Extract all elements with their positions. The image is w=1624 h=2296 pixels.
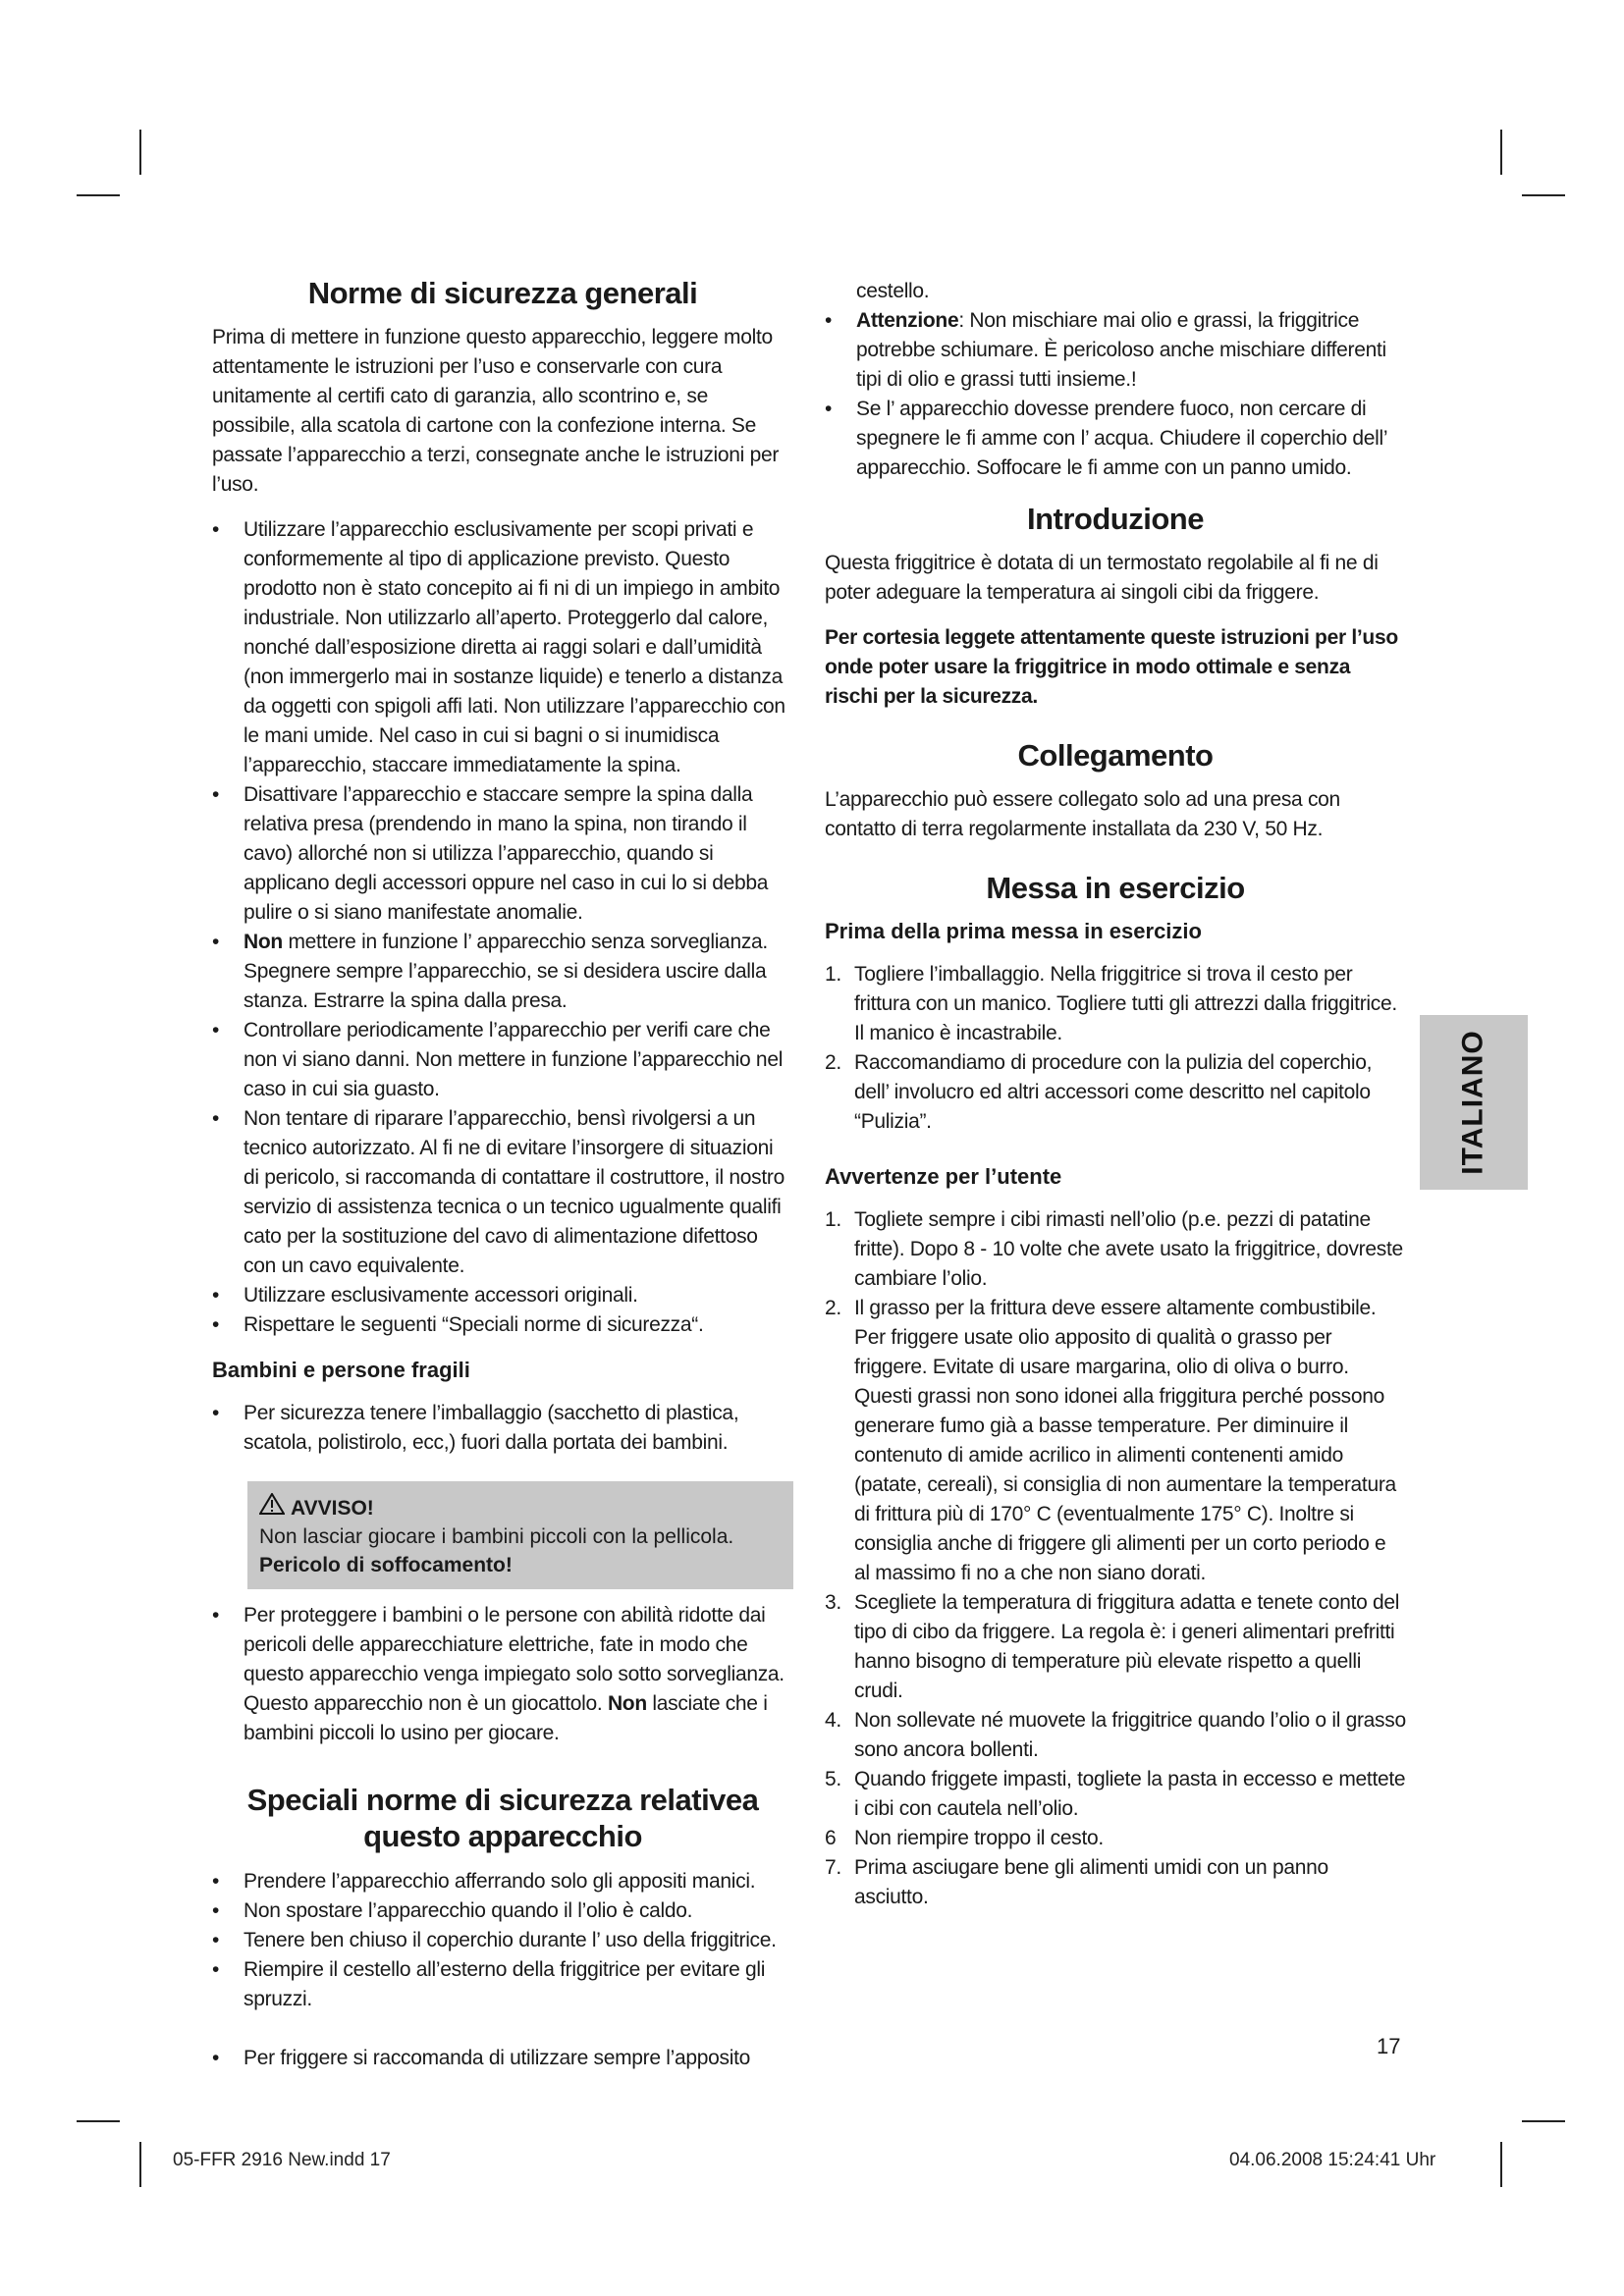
list-item: 1. Togliete sempre i cibi rimasti nell’olio (p.e. pezzi di patatine fritte). Dopo 8 - 10 volte che avete usato la friggitrice, dovreste cambiare l’olio. — [825, 1207, 1403, 1290]
list-item: • Disattivare l’apparecchio e staccare sempre la spina dalla relativa presa (prendendo in mano la spina, non tirando il cavo) allorché non si utilizza l’apparecchio, quando si applicano degli accessori oppure nel caso in cui lo si debba pulire o si siano manifestate anomalie. — [212, 783, 769, 925]
list-item: 5. Quando friggete impasti, togliete la pasta in eccesso e mettete i cibi con cautela nell’olio. — [825, 1767, 1406, 1820]
special-safety-list — [212, 1867, 793, 2073]
warning-box — [247, 1481, 793, 1589]
list-item: 2. Raccomandiamo di procedure con la pulizia del coperchio, dell’ involucro ed altri accessori come descritto nel capitolo “Pulizia”. — [825, 1050, 1373, 1133]
children-list-2 — [212, 1601, 793, 1748]
section-title-start: Messa in esercizio — [986, 871, 1245, 906]
list-item: 3. Scegliete la temperatura di friggitura adatta e tenete conto del tipo di cibo da friggere. La regola è: i generi alimentari prefritti hanno bisogno di temperature più elevate rispetto a quelli crudi. — [825, 1590, 1400, 1702]
subheading-children: Bambini e persone fragili — [212, 1358, 470, 1383]
list-item: • Utilizzare esclusivamente accessori originali. — [212, 1284, 638, 1308]
warning-header: AVVISO! — [259, 1493, 782, 1522]
warning-bold: Pericolo di soffocamento! — [259, 1554, 513, 1577]
crop-mark — [1500, 130, 1502, 175]
children-list — [212, 1399, 793, 1458]
warning-triangle-icon — [259, 1493, 285, 1522]
crop-mark — [77, 2120, 120, 2122]
list-item: • Non tentare di riparare l’apparecchio, bensì rivolgersi a un tecnico autorizzato. Al fi ne di evitare l’insorgere di situazioni di pericolo, si raccomanda di contattare il costruttore, il nostro servizio di assistenza tecnica o un tecnico ugualmente qualifi cato per la sostituzione del cavo di alimentazione difettoso con un cavo equivalente. — [212, 1107, 785, 1278]
crop-mark — [139, 130, 141, 175]
list-item: • Per proteggere i bambini o le persone con abilità ridotte dai pericoli delle apparecchiature elettriche, fate in modo che questo apparecchio venga impiegato solo sotto sorveglianza. Questo apparecchio non è un giocattolo. Non lasciate che i bambini piccoli lo usino per giocare. — [212, 1604, 785, 1745]
connection-text: L’apparecchio può essere collegato solo ad una presa con contatto di terra regolarmente installata da 230 V, 50 Hz. — [825, 788, 1340, 841]
section-title-general-safety: Norme di sicurezza generali — [307, 276, 698, 310]
footer-file-info: 05-FFR 2916 New.indd 17 — [173, 2150, 391, 2170]
intro-paragraph: Prima di mettere in funzione questo apparecchio, leggere molto attentamente le istruzioni per l’uso e conservarle con cura unitamente al certifi cato di garanzia, allo scontrino e, se possibile, alla scatola di cartone con la confezione interna. Se passate l’apparecchio a terzi, consegnate anche le istruzioni per l’uso. — [212, 326, 780, 497]
list-item: • Per friggere si raccomanda di utilizzare sempre l’apposito — [212, 2046, 751, 2069]
right-column — [825, 277, 1406, 1920]
section-title-connection: Collegamento — [1017, 738, 1214, 774]
list-item: 7. Prima asciugare bene gli alimenti umidi con un panno asciutto. — [825, 1855, 1328, 1908]
crop-mark — [139, 2142, 141, 2187]
footer-timestamp: 04.06.2008 15:24:41 Uhr — [1229, 2150, 1436, 2170]
subheading-first-use: Prima della prima messa in esercizio — [825, 918, 1202, 943]
first-use-list — [825, 960, 1406, 1137]
list-item: • Non spostare l’apparecchio quando il l’olio è caldo. — [212, 1898, 693, 1922]
crop-mark — [77, 194, 120, 196]
list-item: • Utilizzare l’apparecchio esclusivamente per scopi privati e conformemente al tipo di applicazione previsto. Questo prodotto non è stato concepito ai fi ni di un impiego in ambito industriale. Non utilizzarlo all’aperto. Proteggerlo dal calore, nonché dall’esposizione diretta ai raggi solari e dall’umidità (non immergerlo mai in sostanze liquide) e tenerlo a distanza da oggetti con spigoli affi lati. Non utilizzare l’apparecchio con le mani umide. Nel caso in cui si bagni o si inumidisca l’apparecchio, staccare immediatamente la spina. — [212, 518, 785, 777]
language-tab-label: ITALIANO — [1457, 1030, 1489, 1175]
list-item: • Riempire il cestello all’esterno della friggitrice per evitare gli spruzzi. — [212, 1957, 766, 2010]
list-item: 4. Non sollevate né muovete la friggitrice quando l’olio o il grasso sono ancora bollenti. — [825, 1708, 1406, 1761]
list-item: 2. Il grasso per la frittura deve essere altamente combustibile. Per friggere usate olio apposito di qualità o grasso per friggere. Evitate di usare margarina, olio di oliva o burro. Questi grassi non sono idonei alla friggitura perché possono generare fumo già a basse temperature. Per diminuire il contenuto di amide acrilico in alimenti contenenti amido (patate, cereali), si consiglia di non aumentare la temperatura di frittura più di 170° C (eventualmente 175° C). Inoltre si consiglia anche di friggere gli alimenti per un corto periodo e al massimo fi no a che non siano dorati. — [825, 1296, 1396, 1584]
list-item: cestello. — [856, 280, 930, 302]
list-item: • Per sicurezza tenere l’imballaggio (sacchetto di plastica, scatola, polistirolo, ecc,) fuori dalla portata dei bambini. — [212, 1402, 739, 1455]
list-item: • Attenzione: Non mischiare mai olio e grassi, la friggitrice potrebbe schiumare. È pericoloso anche mischiare differenti tipi di olio e grassi tutti insieme.! — [825, 309, 1386, 391]
intro-bold-text: Per cortesia leggete attentamente queste istruzioni per l’uso onde poter usare la friggitrice in modo ottimale e senza rischi per la sicurezza. — [825, 626, 1398, 709]
crop-mark — [1522, 2120, 1565, 2122]
crop-mark — [1522, 194, 1565, 196]
list-item: • Se l’ apparecchio dovesse prendere fuoco, non cercare di spegnere le fi amme con l’ acqua. Chiudere il coperchio dell’ apparecchio. Soffocare le fi amme con un panno umido. — [825, 398, 1387, 479]
page-number: 17 — [1377, 2034, 1401, 2058]
language-tab — [1420, 1015, 1528, 1190]
crop-mark — [1500, 2142, 1502, 2187]
left-column — [212, 275, 793, 2081]
user-notes-list — [825, 1205, 1406, 1912]
subheading-user-notes: Avvertenze per l’utente — [825, 1163, 1062, 1189]
intro-text: Questa friggitrice è dotata di un termostato regolabile al fi ne di poter adeguare la temperatura ai singoli cibi da friggere. — [825, 552, 1379, 605]
list-item: • Rispettare le seguenti “Speciali norme di sicurezza“. — [212, 1313, 704, 1337]
list-item: • Non mettere in funzione l’ apparecchio senza sorveglianza. Spegnere sempre l’apparecchio, se si desidera uscire dalla stanza. Estrarre la spina dalla presa. — [212, 931, 768, 1013]
list-item: • Controllare periodicamente l’apparecchio per verifi care che non vi siano danni. Non mettere in funzione l’apparecchio nel caso in cui sia guasto. — [212, 1019, 784, 1101]
general-safety-list — [212, 515, 793, 1340]
section-title-intro: Introduzione — [1027, 502, 1204, 536]
list-item: • Tenere ben chiuso il coperchio durante l’ uso della friggitrice. — [212, 1928, 777, 1951]
special-safety-list-cont — [825, 277, 1406, 483]
list-item: • Prendere l’apparecchio afferrando solo gli appositi manici. — [212, 1869, 756, 1893]
section-title-special-safety: Speciali norme di sicurezza relativea questo apparecchio — [246, 1783, 759, 1854]
list-item: 6 Non riempire troppo il cesto. — [825, 1826, 1104, 1849]
warning-text: Non lasciar giocare i bambini piccoli con la pellicola. — [259, 1525, 734, 1549]
list-item: 1. Togliere l’imballaggio. Nella friggitrice si trova il cesto per frittura con un manico. Togliere tutti gli attrezzi dalla friggitrice. Il manico è incastrabile. — [825, 962, 1397, 1044]
